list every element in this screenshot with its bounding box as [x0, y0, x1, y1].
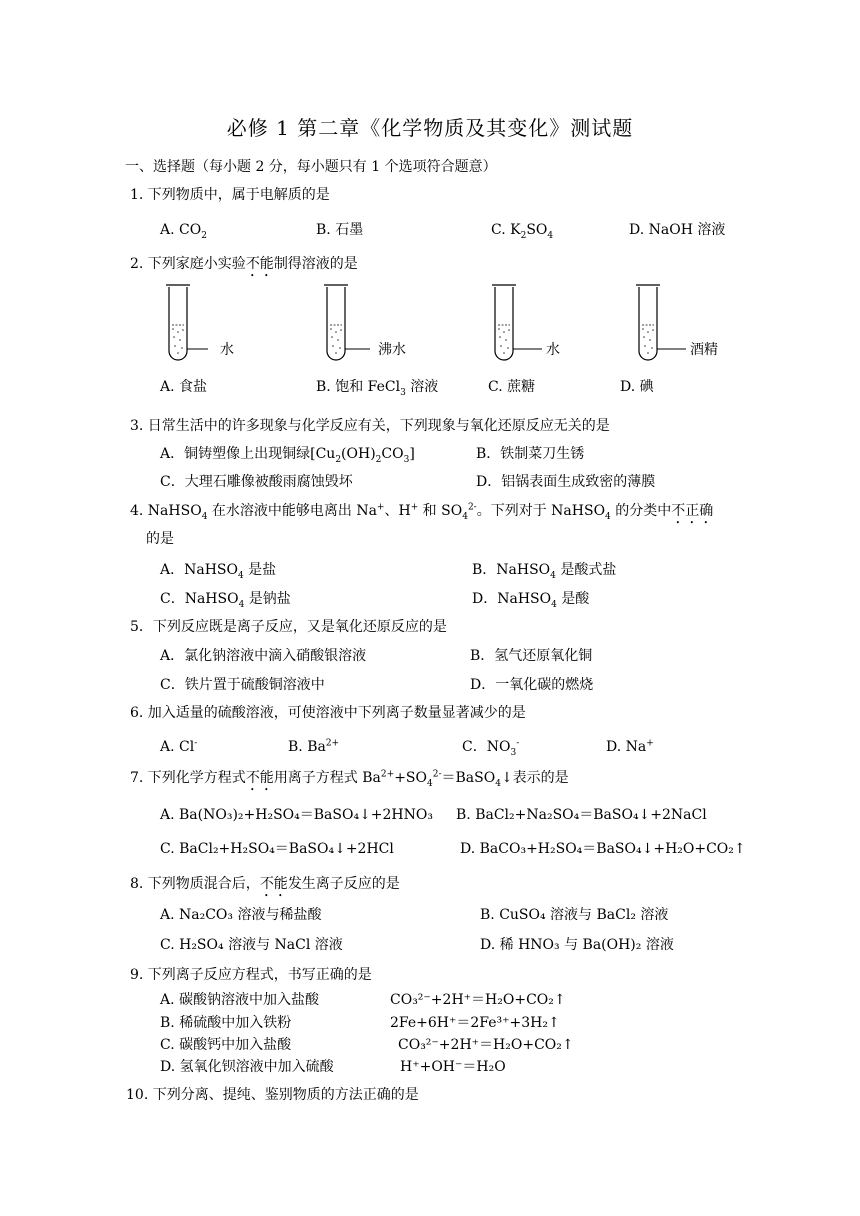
q1-stem: 1. 下列物质中，属于电解质的是: [130, 187, 330, 203]
q4-emphasis: 不正确: [671, 503, 714, 519]
page-title: 必修 1 第二章《化学物质及其变化》测试题: [226, 116, 634, 140]
q1-option-d: D. NaOH 溶液: [629, 222, 726, 238]
q6-option-c: [462, 738, 519, 756]
tube-1-liquid-label: 水: [220, 342, 234, 358]
q3-a-s3: 3: [403, 454, 410, 465]
q4-b-s: 4: [550, 570, 556, 581]
q2-option-b: [316, 378, 438, 396]
q4-option-a: [160, 561, 276, 579]
q3-a-s2: 2: [375, 454, 382, 465]
q4-c-t2: 是钠盐: [244, 591, 291, 607]
q4-d-s: 4: [551, 599, 557, 610]
q5-stem: 5．下列反应既是离子反应，又是氧化还原反应的是: [130, 619, 447, 635]
q3-option-d: D．铝锅表面生成致密的薄膜: [476, 474, 656, 490]
q4-sub4: 4: [462, 511, 468, 522]
q4-t5: 。下列对于 NaHSO: [476, 503, 606, 519]
q3-stem: 3. 日常生活中的许多现象与化学反应有关，下列现象与氧化还原反应无关的是: [130, 418, 610, 434]
q7-option-b: B. BaCl₂+Na₂SO₄＝BaSO₄↓+2NaCl: [456, 807, 707, 823]
q9-option-c: C. 碳酸钙中加入盐酸: [160, 1037, 292, 1053]
q9-option-a-equation: CO₃²⁻+2H⁺＝H₂O+CO₂↑: [390, 992, 566, 1008]
q4-t3: 、H: [384, 503, 411, 519]
q3-option-a: [160, 445, 415, 463]
test-tube-3-icon: [486, 285, 546, 365]
q8-option-b: B. CuSO₄ 溶液与 BaCl₂ 溶液: [480, 907, 669, 923]
q6-b-t: B. Ba: [288, 739, 326, 755]
q6-d-sup: +: [646, 738, 654, 749]
q3-a-t1: A．铜铸塑像上出现铜绿[Cu: [160, 446, 336, 462]
q2-b-text1: B. 饱和 FeCl: [316, 379, 401, 395]
q9-option-a: A. 碳酸钠溶液中加入盐酸: [160, 992, 320, 1008]
q7-sub3: 4: [427, 778, 433, 789]
q7-t3: +SO: [394, 770, 427, 786]
q3-a-s1: 2: [335, 454, 342, 465]
q4-a-s: 4: [237, 570, 244, 581]
q6-option-d: [606, 738, 654, 756]
q1-a-sub: 2: [201, 230, 207, 241]
section-heading: 一、选择题（每小题 2 分，每小题只有 1 个选项符合题意）: [125, 159, 497, 175]
q7-sup2: 2+: [380, 769, 395, 780]
q9-option-d-equation: H⁺+OH⁻＝H₂O: [400, 1059, 506, 1075]
q4-t6: 的分类中: [610, 503, 672, 519]
q5-option-c: C．铁片置于硫酸铜溶液中: [160, 677, 325, 693]
q2-stem: [130, 255, 358, 280]
q4-sub5: 4: [605, 511, 611, 522]
q5-option-b: B．氢气还原氧化铜: [470, 648, 593, 664]
q3-a-t2: (OH): [341, 446, 376, 462]
q6-b-sup: 2+: [325, 738, 340, 749]
q7-t5: ↓表示的是: [500, 770, 569, 786]
q4-sup2: +: [376, 502, 385, 513]
q6-a-sup: -: [194, 738, 198, 749]
q9-option-b: B. 稀硫酸中加入铁粉: [160, 1015, 292, 1031]
tube-4-liquid-label: 酒精: [690, 342, 718, 358]
q1-option-a: [160, 221, 207, 239]
q8-stem: [130, 875, 400, 900]
q2-stem-post: 制得溶液的是: [273, 256, 358, 272]
test-tube-2-icon: [318, 285, 378, 365]
q8-emphasis: 不能: [259, 876, 288, 892]
q4-stem-line2: 的是: [146, 531, 174, 547]
test-tube-4-icon: [630, 285, 690, 365]
q7-option-c: C. BaCl₂+H₂SO₄＝BaSO₄↓+2HCl: [160, 841, 394, 857]
q9-option-b-equation: 2Fe+6H⁺＝2Fe³⁺+3H₂↑: [390, 1015, 560, 1031]
q2-stem-pre: 2. 下列家庭小实验: [130, 256, 246, 272]
q8-option-a: A. Na₂CO₃ 溶液与稀盐酸: [160, 907, 322, 923]
q4-sup3: +: [410, 502, 419, 513]
q7-stem: [130, 769, 569, 794]
q1-a-text: A. CO: [160, 222, 202, 238]
q1-option-c: [491, 221, 553, 239]
q2-stem-emphasis: 不能: [245, 256, 274, 272]
q7-sub4: 4: [495, 778, 501, 789]
q6-option-a: [160, 738, 197, 756]
q2-option-a: A. 食盐: [160, 379, 208, 395]
q8-t2: 发生离子反应的是: [287, 876, 400, 892]
q6-c-sup: -: [516, 738, 520, 749]
q3-a-t3: CO: [381, 446, 404, 462]
q4-b-t2: 是酸式盐: [555, 562, 617, 578]
q8-option-d: D. 稀 HNO₃ 与 Ba(OH)₂ 溶液: [480, 937, 674, 953]
q1-c-text2: SO: [526, 222, 548, 238]
q5-option-a: A．氯化钠溶液中滴入硝酸银溶液: [160, 648, 367, 664]
q7-t2: 用离子方程式 Ba: [273, 770, 381, 786]
q7-option-a: A. Ba(NO₃)₂+H₂SO₄＝BaSO₄↓+2HNO₃: [160, 807, 433, 823]
q10-stem: 10. 下列分离、提纯、鉴别物质的方法正确的是: [126, 1087, 419, 1103]
q1-c-sub2: 4: [547, 230, 554, 241]
q7-t1: 7. 下列化学方程式: [130, 770, 246, 786]
q4-option-d: [472, 590, 589, 608]
test-tube-1-icon: [160, 285, 220, 365]
q4-a-t2: 是盐: [243, 562, 277, 578]
q4-t2: 在水溶液中能够电离出 Na: [207, 503, 377, 519]
q2-option-c: C. 蔗糖: [488, 379, 536, 395]
q3-option-b: B．铁制菜刀生锈: [476, 446, 585, 462]
q7-sup3: 2-: [432, 769, 442, 780]
q4-c-t: C．NaHSO: [160, 591, 239, 607]
q8-option-c: C. H₂SO₄ 溶液与 NaCl 溶液: [160, 937, 343, 953]
q2-option-d: D. 碘: [620, 379, 654, 395]
q5-option-d: D．一氧化碳的燃烧: [470, 677, 594, 693]
q9-option-c-equation: CO₃²⁻+2H⁺＝H₂O+CO₂↑: [398, 1037, 574, 1053]
q1-c-text1: C. K: [491, 222, 521, 238]
q1-option-b: B. 石墨: [316, 222, 364, 238]
q9-stem: 9. 下列离子反应方程式，书写正确的是: [130, 967, 372, 983]
q4-d-t: D．NaHSO: [472, 591, 552, 607]
q3-a-t4: ]: [409, 446, 415, 462]
q7-t4: ＝BaSO: [441, 770, 496, 786]
q1-c-sub1: 2: [520, 230, 527, 241]
q7-emphasis: 不能: [245, 770, 274, 786]
q4-c-s: 4: [238, 599, 245, 610]
q4-option-b: [472, 561, 616, 579]
q6-option-b: [288, 738, 339, 756]
q4-t1: 4. NaHSO: [130, 503, 202, 519]
q4-sub1: 4: [201, 511, 208, 522]
q9-option-d: D. 氢氧化钡溶液中加入硫酸: [160, 1059, 334, 1075]
q4-d-t2: 是酸: [556, 591, 590, 607]
q6-c-sub: 3: [510, 747, 517, 758]
q8-t1: 8. 下列物质混合后，: [130, 876, 260, 892]
q2-b-text2: 溶液: [405, 379, 439, 395]
q7-option-d: D. BaCO₃+H₂SO₄＝BaSO₄↓+H₂O+CO₂↑: [460, 841, 746, 857]
q6-c-t: C．NO: [462, 739, 511, 755]
q4-sup4: 2-: [467, 502, 477, 513]
tube-3-liquid-label: 水: [546, 342, 560, 358]
q2-b-sub: 3: [400, 387, 406, 398]
q4-option-c: [160, 590, 291, 608]
q6-d-t: D. Na: [606, 739, 647, 755]
q6-a-t: A. Cl: [160, 739, 195, 755]
tube-2-liquid-label: 沸水: [378, 342, 406, 358]
q4-b-t: B．NaHSO: [472, 562, 551, 578]
q6-stem: 6. 加入适量的硫酸溶液，可使溶液中下列离子数量显著减少的是: [130, 705, 526, 721]
q3-option-c: C．大理石雕像被酸雨腐蚀毁坏: [160, 474, 353, 490]
q4-t4: 和 SO: [418, 503, 463, 519]
q4-a-t: A．NaHSO: [160, 562, 238, 578]
q4-stem: [130, 502, 713, 527]
